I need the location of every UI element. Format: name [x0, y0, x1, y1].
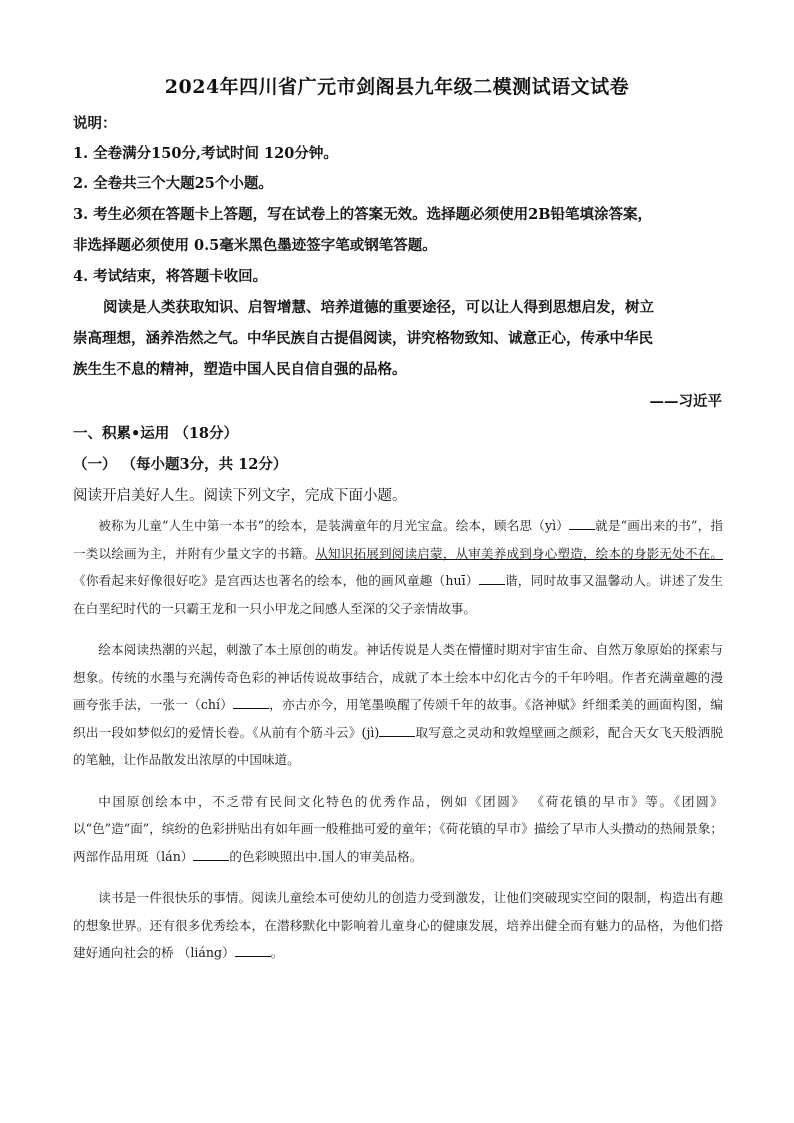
answer-blank-4[interactable] — [379, 724, 415, 737]
exam-title: 2024年四川省广元市剑阁县九年级二模测试语文试卷 — [164, 76, 630, 98]
quote-line-3: 族生生不息的精神，塑造中国人民自信自强的品格。 — [73, 361, 407, 378]
section-heading: 一、积累•运用 （18分） — [73, 425, 238, 442]
reading-instruction: 阅读开启美好人生。阅读下列文字，完成下面小题。 — [73, 488, 407, 504]
quote-line-1: 阅读是人类获取知识、启智增慧、培养道德的重要途径，可以让人得到思想启发，树立 — [103, 299, 654, 316]
underlined-sentence: 从知识拓展到阅读启蒙，从审美养成到身心塑造，绘本的身影无处不在。 — [315, 545, 724, 561]
passage-paragraph-1: 被称为儿童“人生中第一本书”的绘本，是装满童年的月光宝盒。绘本，顾名思（yì） 就是“画出来的书”，指一类以绘画为主，并附有少量文字的书籍。从知识拓展到阅读启蒙，从审美养成到身心塑造，绘本的身影无处不在。《你看起来好像很好吃》是宫西达也著名的绘本，他的画风童趣（huī） 谐，同时故事又温馨动人。讲述了发生在白垩纪时代的一只霸王龙和一只小甲龙之间感人至深的父子亲情故事。 — [73, 518, 724, 616]
answer-blank-1[interactable] — [569, 517, 595, 530]
answer-blank-2[interactable] — [479, 572, 505, 585]
passage-paragraph-3: 中国原创绘本中，不乏带有民间文化特色的优秀作品，例如《团圆》 《荷花镇的早市》等。《团圆》以“色”造“面”，缤纷的色彩拼贴出有如年画一般稚拙可爱的童年；《荷花镇的早市》描绘了早市人头攒动的热闹景象；两部作品用斑（lán） 的色彩映照出中.国人的审美品格。 — [73, 793, 723, 864]
subsection-heading: （一） （每小题3分，共 12分） — [73, 456, 288, 473]
reading-passage — [73, 512, 723, 967]
answer-blank-3[interactable] — [233, 696, 269, 709]
answer-blank-6[interactable] — [235, 944, 271, 957]
quote-author: ——习近平 — [649, 393, 722, 410]
notes-heading: 说明： — [73, 115, 117, 132]
passage-paragraph-2: 绘本阅读热潮的兴起，刺激了本土原创的萌发。神话传说是人类在懵懂时期对宇宙生命、自然万象原始的探索与想象。传统的水墨与充满传奇色彩的神话传说故事结合，成就了本土绘本中幻化古今的千年吟唱。作者充满童趣的漫画夸张手法，一张一（chí） ，亦古亦今，用笔墨唤醒了传颂千年的故事。《洛神赋》纤细柔美的画面构图，编织出一段如梦似幻的爱情长卷。《从前有个筋斗云》(jì) 取写意之灵动和敦煌壁画之颜彩，配合天女飞天般洒脱的笔触，让作品散发出浓厚的中国味道。 — [73, 642, 724, 767]
note-item-3: 3. 考生必须在答题卡上答题，写在试卷上的答案无效。选择题必须使用2B铅笔填涂答案， — [73, 206, 653, 223]
answer-blank-5[interactable] — [193, 848, 229, 861]
note-item-1: 1. 全卷满分150分,考试时间 120分钟。 — [73, 145, 338, 162]
note-item-3-cont: 非选择题必须使用 0.5毫米黑色墨迹签字笔或钢笔答题。 — [73, 237, 437, 254]
note-item-4: 4. 考试结束，将答题卡收回。 — [73, 268, 268, 285]
note-item-2: 2. 全卷共三个大题25个小题。 — [73, 175, 273, 192]
passage-paragraph-4: 读书是一件很快乐的事情。阅读儿童绘本可使幼儿的创造力受到激发，让他们突破现实空间的限制，构造出有趣的想象世界。还有很多优秀绘本，在潜移默化中影响着儿童身心的健康发展，培养出健全而有魅力的品格，为他们搭建好通向社会的桥 （liáng） 。 — [73, 890, 723, 960]
quote-line-2: 崇高理想，涵养浩然之气。中华民族自古提倡阅读，讲究格物致知、诚意正心，传承中华民 — [73, 330, 653, 347]
